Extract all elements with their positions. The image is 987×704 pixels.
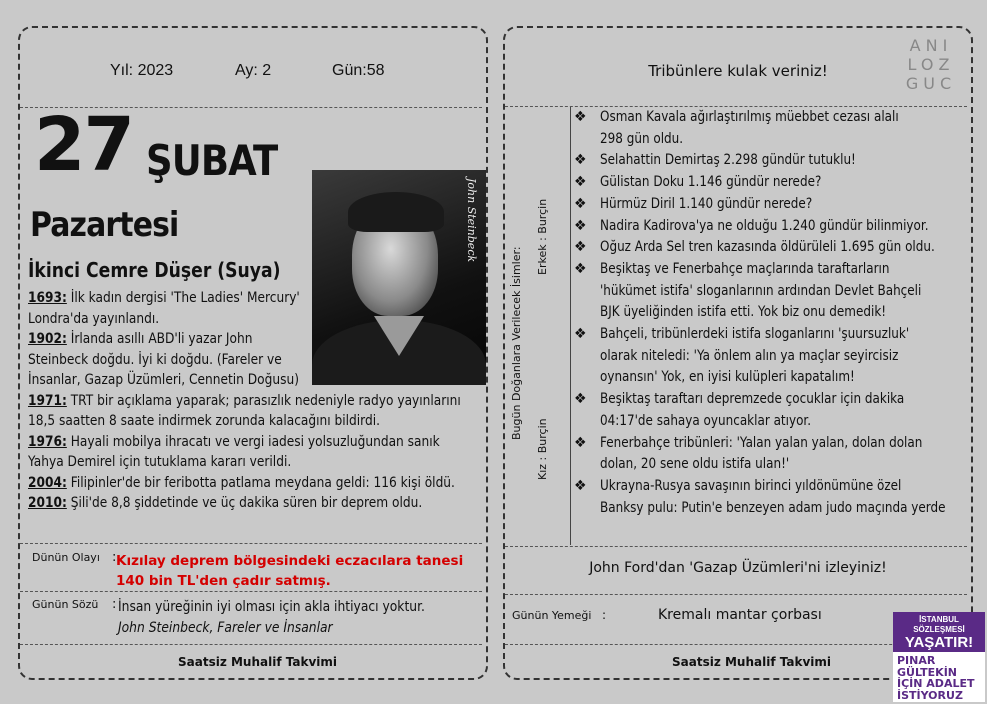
footer-left: Saatsiz Muhalif Takvimi (178, 655, 338, 669)
events-list (28, 288, 478, 514)
weekday: Pazartesi (30, 205, 179, 245)
soz-text: İnsan yüreğinin iyi olması için akla ihtiyacı yoktur. (118, 599, 425, 615)
female-name: Kız : Burçin (536, 418, 549, 480)
right-header: Tribünlere kulak veriniz! (648, 62, 828, 80)
olay-text: Kızılay deprem bölgesindeki eczacılara tanesi 140 bin TL'den çadır satmış. (116, 553, 464, 589)
event-line: 1971: TRT bir açıklama yaparak; parasızlık nedeniyle radyo yayınlarını (28, 392, 461, 409)
anilozguc-logo: ANI LOZ GUC (905, 36, 957, 93)
event-line: 2010: Şili'de 8,8 şiddetinde ve üç dakika süren bir deprem oldu. (28, 495, 423, 511)
diamond-dots-icon: ❖ (574, 477, 587, 494)
film-suggestion: John Ford'dan 'Gazap Üzümleri'ni izleyiniz! (589, 560, 887, 576)
bullet-item: ❖ Fenerbahçe tribünleri: 'Yalan yalan yalan, dolan dolan dolan, 20 sene oldu istifa ulan!' (574, 434, 923, 473)
campaign-badge (893, 612, 985, 702)
bullet-item: ❖ Oğuz Arda Sel tren kazasında öldürüleli 1.695 gün oldu. (572, 237, 964, 259)
event-line: 1902: İrlanda asıllı ABD'li yazar John (28, 331, 253, 347)
year-label: Yıl: 2023 (110, 62, 174, 79)
divider (20, 543, 482, 544)
bullet-item: ❖ Gülistan Doku 1.146 gündür nerede? (572, 172, 964, 194)
diamond-dots-icon: ❖ (574, 260, 587, 277)
event-line: 1976: Hayali mobilya ihracatı ve vergi iadesi yolsuzluğundan sanık (28, 433, 440, 450)
event-line: 1693: İlk kadın dergisi 'The Ladies' Mercury' (28, 290, 300, 306)
diamond-dots-icon: ❖ (574, 326, 587, 343)
diamond-dots-icon: ❖ (574, 174, 587, 191)
event-line: Londra'da yayınlandı. (28, 310, 160, 327)
bullet-item: ❖ Osman Kavala ağırlaştırılmış müebbet cezası alalı 298 gün oldu. (574, 109, 899, 147)
event-line: 2004: Filipinler'de bir feribotta patlama meydana geldi: 116 kişi öldü. (28, 474, 455, 491)
bullet-item: ❖ Hürmüz Diril 1.140 gündür nerede? (572, 194, 964, 216)
news-bullets (572, 107, 964, 519)
event-line: 18,5 saatten 8 saate indirmek zorunda kalacağını bildirdi. (28, 413, 381, 429)
footer-right: Saatsiz Muhalif Takvimi (672, 655, 832, 669)
badge-text: PINAR GÜLTEKİN İÇİN ADALET İSTİYORUZ (897, 654, 975, 702)
bullet-item: ❖ Beşiktaş taraftarı depremzede çocuklar için dakika 04:17'de sahaya oyuncaklar atıyor. (574, 391, 905, 429)
bullet-item: ❖ Selahattin Demirtaş 2.298 gündür tutuklu! (572, 150, 964, 172)
diamond-dots-icon: ❖ (574, 152, 587, 169)
cemre-note: İkinci Cemre Düşer (Suya) (28, 258, 281, 282)
badge-banner (893, 612, 985, 652)
yemek-text: Kremalı mantar çorbası (658, 607, 822, 623)
badge-line: YAŞATIR! (904, 634, 974, 651)
diamond-dots-icon: ❖ (574, 109, 587, 125)
yemek-colon: : (602, 608, 607, 622)
diamond-dots-icon: ❖ (574, 391, 587, 408)
divider (20, 591, 482, 592)
bullet-item: ❖ Ukrayna-Rusya savaşının birinci yıldönümüne özel Banksy pulu: Putin'e benzeyen adam judo maçında yerde (574, 477, 946, 516)
names-title: Bugün Doğanlara Verilecek İsimler: (510, 246, 523, 440)
divider (20, 644, 482, 645)
event-line: Yahya Demirel için tutuklama kararı verildi. (28, 454, 292, 470)
diamond-dots-icon: ❖ (574, 239, 587, 256)
portrait-hair (348, 192, 444, 232)
diamond-dots-icon: ❖ (574, 217, 587, 234)
bullet-item: ❖ Bahçeli, tribünlerdeki istifa sloganlarını 'şuursuzluk' olarak niteledi: 'Ya önlem alın ya maçlar seyircisiz oynansın' Yok, en iyisi kulüpleri kapatalım! (574, 326, 910, 386)
diamond-dots-icon: ❖ (574, 434, 587, 451)
soz-colon: : (112, 597, 117, 612)
male-name: Erkek : Burçin (536, 198, 549, 275)
soz-author: John Steinbeck, Fareler ve İnsanlar (118, 620, 333, 636)
divider (505, 546, 967, 547)
soz-label: Günün Sözü (32, 598, 99, 611)
month-name: ŞUBAT (146, 136, 278, 185)
yemek-label: Günün Yemeği (512, 609, 592, 622)
day-number: 27 (34, 102, 133, 188)
day-of-year-label: Gün:58 (332, 62, 385, 79)
column-divider (570, 107, 571, 545)
bullet-item: ❖ Beşiktaş ve Fenerbahçe maçlarında taraftarların 'hükümet istifa' sloganlarının ardından Devlet Bahçeli BJK üyeliğinden istifa etti. Yok biz onu demedik! (574, 260, 922, 321)
month-label: Ay: 2 (235, 62, 272, 79)
event-line: İnsanlar, Gazap Üzümleri, Cennetin Doğusu) (28, 372, 299, 388)
olay-colon: : (112, 550, 117, 565)
olay-label: Dünün Olayı (32, 551, 100, 564)
bullet-item: ❖ Nadira Kadirova'ya ne olduğu 1.240 gündür bilinmiyor. (572, 216, 964, 238)
diamond-dots-icon: ❖ (574, 195, 587, 212)
portrait-caption: John Steinbeck (465, 178, 478, 263)
badge-line: İSTANBUL SÖZLEŞMESİ (913, 615, 965, 634)
event-line: Steinbeck doğdu. İyi ki doğdu. (Fareler ve (28, 351, 282, 368)
divider (505, 594, 967, 595)
